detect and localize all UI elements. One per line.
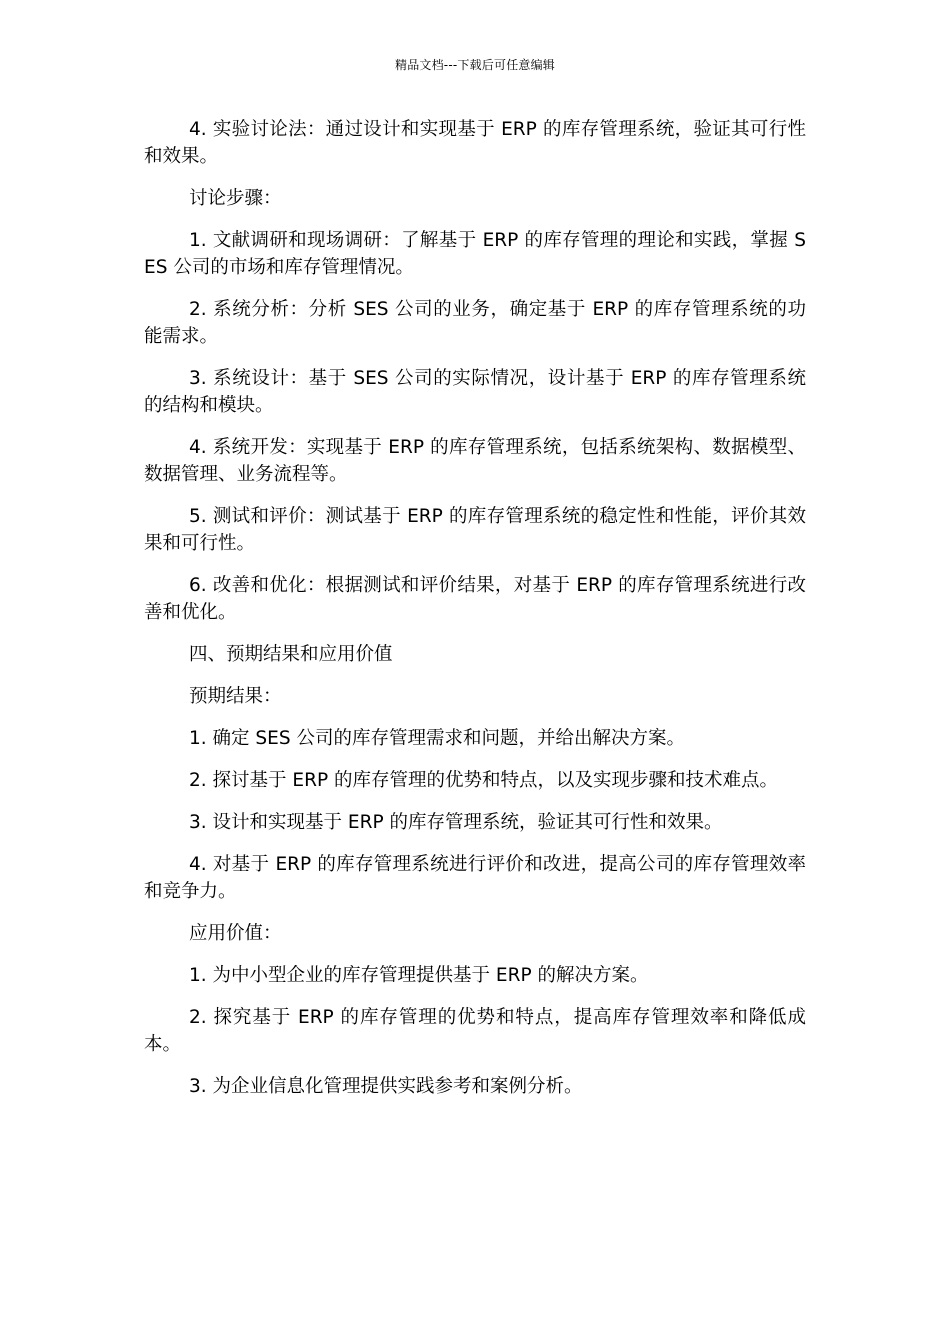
expected-result-3: 3. 设计和实现基于 ERP 的库存管理系统，验证其可行性和效果。: [189, 812, 723, 833]
application-value-3: 3. 为企业信息化管理提供实践参考和案例分析。: [189, 1076, 583, 1097]
step-system-design: 3. 系统设计：基于 SES 公司的实际情况，设计基于 ERP 的库存管理系统的结构和模块。: [144, 368, 806, 416]
method-experiment-discussion: 4. 实验讨论法：通过设计和实现基于 ERP 的库存管理系统，验证其可行性和效果。: [144, 119, 806, 167]
application-value-heading: 应用价值：: [189, 923, 282, 944]
application-value-2: 2. 探究基于 ERP 的库存管理的优势和特点，提高库存管理效率和降低成本。: [144, 1007, 806, 1055]
section-heading-expected-results: 四、预期结果和应用价值: [189, 644, 393, 665]
page-header: 精品文档---下载后可任意编辑: [395, 58, 555, 72]
step-improvement-optimization: 6. 改善和优化：根据测试和评价结果，对基于 ERP 的库存管理系统进行改善和优化。: [144, 575, 806, 623]
step-system-analysis: 2. 系统分析：分析 SES 公司的业务，确定基于 ERP 的库存管理系统的功能需求。: [144, 299, 806, 347]
application-value-1: 1. 为中小型企业的库存管理提供基于 ERP 的解决方案。: [189, 965, 649, 986]
expected-result-4: 4. 对基于 ERP 的库存管理系统进行评价和改进，提高公司的库存管理效率和竞争力。: [144, 854, 806, 902]
document-body: [144, 116, 806, 1115]
expected-result-2: 2. 探讨基于 ERP 的库存管理的优势和特点，以及实现步骤和技术难点。: [189, 770, 778, 791]
step-testing-evaluation: 5. 测试和评价：测试基于 ERP 的库存管理系统的稳定性和性能，评价其效果和可行性。: [144, 506, 806, 554]
step-system-development: 4. 系统开发：实现基于 ERP 的库存管理系统，包括系统架构、数据模型、数据管理、业务流程等。: [144, 437, 806, 485]
discussion-steps-heading: 讨论步骤：: [189, 188, 282, 209]
step-literature-research: 1. 文献调研和现场调研：了解基于 ERP 的库存管理的理论和实践，掌握 SES 公司的市场和库存管理情况。: [144, 230, 806, 278]
expected-results-heading: 预期结果：: [189, 686, 282, 707]
expected-result-1: 1. 确定 SES 公司的库存管理需求和问题，并给出解决方案。: [189, 728, 685, 749]
